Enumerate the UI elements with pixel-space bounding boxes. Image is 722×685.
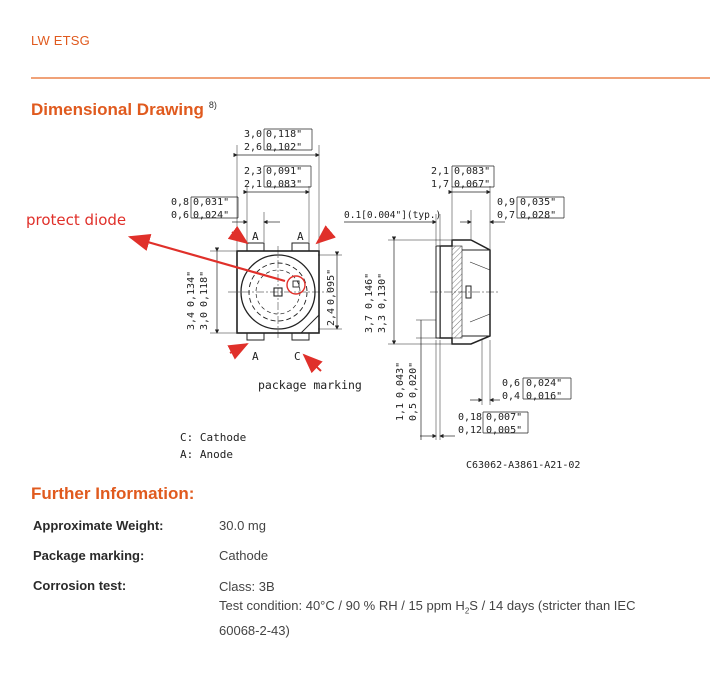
dim-side-pad-max-in: 0,035" xyxy=(520,197,557,208)
corrosion-condition-a: Test condition: 40°C / 90 % RH / 15 ppm H xyxy=(219,598,465,613)
dim-side-h-min: 3,3 xyxy=(377,314,388,333)
dim-top-width-min: 2,6 xyxy=(244,142,263,153)
dim-lens-dia: 2,4 xyxy=(326,307,337,326)
dim-side-top-max-in: 0,083" xyxy=(454,166,491,177)
dim-pad-max-in: 0,031" xyxy=(193,197,230,208)
dim-side-h-max-in: 0,146" xyxy=(364,272,375,309)
dim-side-w-min-in: 0,016" xyxy=(526,391,563,402)
package-marking-row-value: Cathode xyxy=(219,548,269,563)
dim-side-w-max-in: 0,024" xyxy=(526,378,563,389)
dim-side-w-min: 0,4 xyxy=(502,391,521,402)
dimensional-drawing-title: Dimensional Drawing xyxy=(31,100,204,119)
side-view xyxy=(344,186,505,440)
corrosion-test-label: Corrosion test: xyxy=(33,578,127,593)
dim-top-width-max: 3,0 xyxy=(244,129,263,140)
weight-value: 30.0 mg xyxy=(219,518,266,533)
dim-height-max-in: 0,134" xyxy=(186,270,197,307)
legend-anode: A: Anode xyxy=(180,448,233,461)
dim-side-top-min-in: 0,067" xyxy=(454,179,491,190)
dim-side-top-max: 2,1 xyxy=(431,166,450,177)
corrosion-condition xyxy=(219,596,689,621)
dim-inner-width-min: 2,1 xyxy=(244,179,263,190)
dim-side-pad-min: 0,7 xyxy=(497,210,516,221)
dim-lead-min: 0,5 xyxy=(408,402,419,421)
dim-lead-max-in: 0,043" xyxy=(395,361,406,398)
legend-cathode: C: Cathode xyxy=(180,431,247,444)
pin-a-bottom: A xyxy=(252,350,259,363)
dim-thk-min-in: 0,005" xyxy=(486,425,523,436)
dim-inner-width-max: 2,3 xyxy=(244,166,263,177)
dim-side-top-min: 1,7 xyxy=(431,179,450,190)
dim-typ-note: 0.1[0.004"](typ.) xyxy=(344,210,442,221)
pin-a-top-right: A xyxy=(297,230,304,243)
corrosion-test-value xyxy=(219,577,689,640)
corrosion-condition-c: 60068-2-43) xyxy=(219,622,290,638)
pin-c-bottom: C xyxy=(294,350,301,363)
package-marking-row-label: Package marking: xyxy=(33,548,145,563)
doc-header-title: LW ETSG xyxy=(31,33,90,48)
protect-diode-label: protect diode xyxy=(26,211,127,229)
corrosion-condition-b: S / 14 days (stricter than IEC xyxy=(469,598,636,613)
dim-side-h-min-in: 0,130" xyxy=(377,272,388,309)
package-marking-label: package marking xyxy=(258,378,362,392)
dim-height-min: 3,0 xyxy=(199,311,210,330)
dim-height-max: 3,4 xyxy=(186,311,197,330)
dim-pad-min: 0,6 xyxy=(171,210,190,221)
weight-label: Approximate Weight: xyxy=(33,518,164,533)
footnote-marker: 8) xyxy=(208,100,217,110)
dim-side-pad-max: 0,9 xyxy=(497,197,516,208)
dim-lead-max: 1,1 xyxy=(395,402,406,421)
dim-side-pad-min-in: 0,028" xyxy=(520,210,557,221)
dim-inner-width-min-in: 0,083" xyxy=(266,179,303,190)
dim-top-width-max-in: 0,118" xyxy=(266,129,303,140)
dim-pad-min-in: 0,024" xyxy=(193,210,230,221)
pin-a-top-left: A xyxy=(252,230,259,243)
dim-thk-min: 0,12 xyxy=(458,425,483,436)
dim-thk-max-in: 0,007" xyxy=(486,412,523,423)
dim-lens-dia-in: 0,095" xyxy=(326,268,337,305)
dim-thk-max: 0,18 xyxy=(458,412,483,423)
dim-lead-min-in: 0,020" xyxy=(408,361,419,398)
dim-side-w-max: 0,6 xyxy=(502,378,521,389)
drawing-code: C63062-A3861-A21-02 xyxy=(466,460,581,471)
dim-pad-max: 0,8 xyxy=(171,197,190,208)
dim-top-width-min-in: 0,102" xyxy=(266,142,303,153)
further-information-heading: Further Information: xyxy=(31,484,195,503)
corrosion-class: Class: 3B xyxy=(219,579,275,594)
dim-height-min-in: 0,118" xyxy=(199,270,210,307)
h2s-subscript: 2 xyxy=(464,606,470,616)
dim-side-h-max: 3,7 xyxy=(364,314,375,333)
dim-inner-width-max-in: 0,091" xyxy=(266,166,303,177)
